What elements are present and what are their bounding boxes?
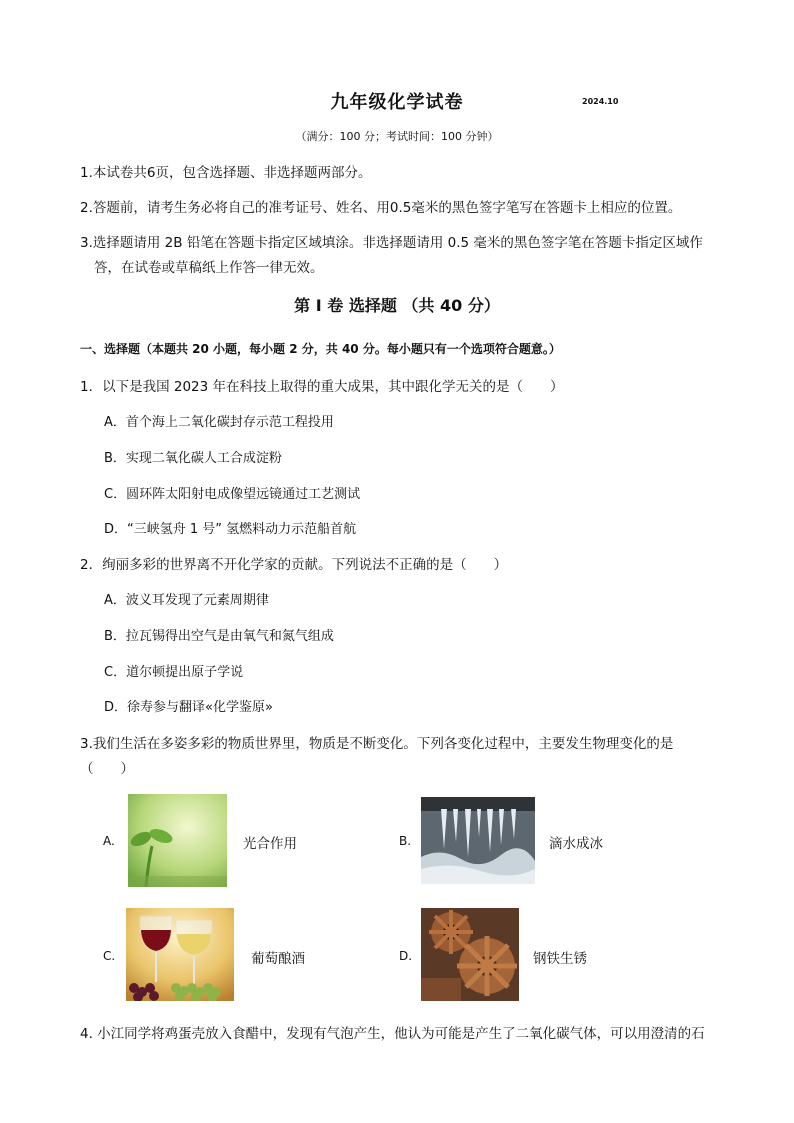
question-2-option-b: B．拉瓦锡得出空气是由氧气和氮气组成	[104, 629, 334, 644]
note-3-continued: 答，在试卷或草稿纸上作答一律无效。	[94, 260, 324, 276]
question-3-stem-continued: （ ）	[80, 761, 134, 777]
question-3-option-c-label: C.	[103, 949, 116, 963]
note-2: 2.答题前，请考生务必将自己的准考证号、姓名、用0.5毫米的黑色签字笔写在答题卡上相应的位置。	[80, 200, 682, 216]
question-1-stem: 1．以下是我国 2023 年在科技上取得的重大成果，其中跟化学无关的是（ ）	[80, 379, 564, 395]
question-2-option-c: C．道尔顿提出原子学说	[104, 665, 244, 680]
note-3: 3.选择题请用 2B 铅笔在答题卡指定区域填涂。非选择题请用 0.5 毫米的黑色签字笔在答题卡指定区域作	[80, 235, 703, 251]
note-1: 1.本试卷共6页，包含选择题、非选择题两部分。	[80, 165, 372, 181]
question-2-stem: 2．绚丽多彩的世界离不开化学家的贡献。下列说法不正确的是（ ）	[80, 557, 508, 573]
question-3-option-a-label: A.	[103, 834, 115, 848]
sprout-photo-icon	[128, 794, 227, 887]
question-3-option-b-label: B.	[399, 834, 412, 848]
question-1-option-d: D．“三峡氢舟 1 号” 氢燃料动力示范船首航	[104, 522, 357, 537]
icicles-photo-icon	[421, 797, 535, 884]
question-1-option-c: C．圆环阵太阳射电成像望远镜通过工艺测试	[104, 487, 361, 502]
part-header: 一、选择题（本题共 20 小题，每小题 2 分，共 40 分。每小题只有一个选项符合题意。）	[80, 342, 561, 356]
question-3-option-c-caption: 葡萄酿酒	[251, 951, 305, 967]
question-3-stem: 3.我们生活在多姿多彩的物质世界里，物质是不断变化。下列各变化过程中，主要发生物理变化的是	[80, 736, 674, 752]
question-2-option-d: D．徐寿参与翻译«化学鉴原»	[104, 700, 273, 715]
question-3-option-b-caption: 滴水成冰	[549, 836, 603, 852]
question-1-option-a: A．首个海上二氧化碳封存示范工程投用	[104, 415, 334, 430]
question-4-stem: 4. 小江同学将鸡蛋壳放入食醋中，发现有气泡产生，他认为可能是产生了二氧化碳气体，可以用澄清的石	[80, 1026, 705, 1042]
question-3-option-a-caption: 光合作用	[243, 836, 297, 852]
rusty-gears-photo-icon	[421, 908, 519, 1001]
question-1-option-b: B．实现二氧化碳人工合成淀粉	[104, 451, 282, 466]
exam-subtitle: （满分：100 分；考试时间：100 分钟）	[295, 130, 499, 143]
question-3-option-d-caption: 钢铁生锈	[533, 951, 587, 967]
question-3-option-d-label: D.	[399, 949, 413, 963]
section-title: 第 I 卷 选择题 （共 40 分）	[294, 296, 500, 315]
exam-title: 九年级化学试卷	[330, 92, 464, 113]
exam-date: 2024.10	[582, 97, 619, 106]
wine-glasses-photo-icon	[126, 908, 234, 1001]
question-2-option-a: A．波义耳发现了元素周期律	[104, 593, 269, 608]
